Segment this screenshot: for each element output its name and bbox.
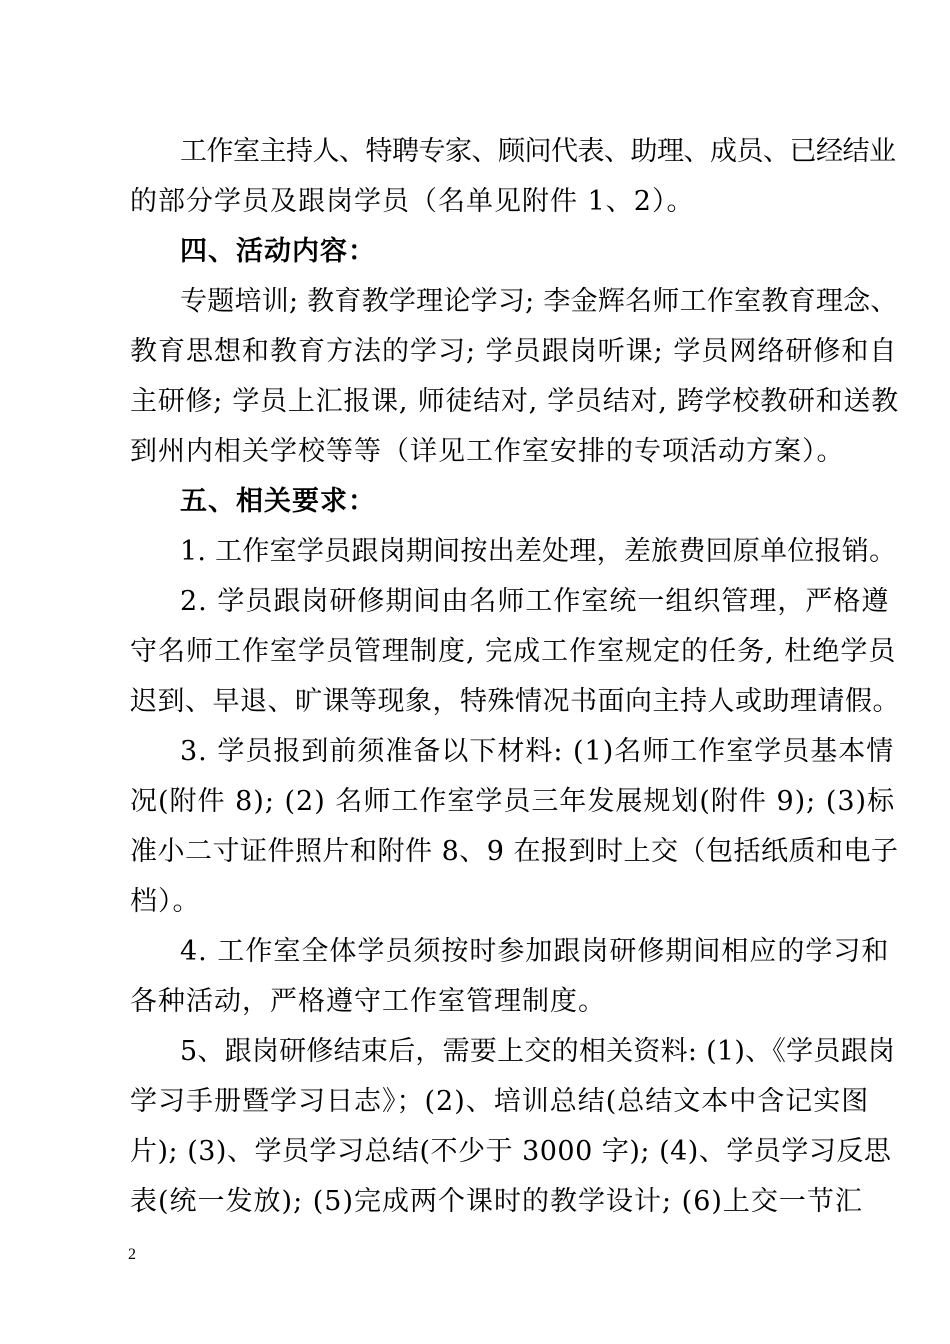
paragraph-line-6: 到州内相关学校等等（详见工作室安排的专项活动方案）。 [130,436,845,467]
requirement-3-line-1: 3. 学员报到前须准备以下材料: (1)名师工作室学员基本情 [180,736,895,767]
paragraph-line-3: 专题培训; 教育教学理论学习; 李金辉名师工作室教育理念、 [180,286,898,317]
requirement-5-line-2: 学习手册暨学习日志》；(2)、培训总结(总结文本中含记实图 [130,1086,870,1117]
requirement-5-line-4: 表(统一发放); (5)完成两个课时的教学设计; (6)上交一节汇 [130,1186,863,1217]
requirement-2-line-2: 守名师工作室学员管理制度, 完成工作室规定的任务, 杜绝学员 [130,636,897,667]
page-number: 2 [128,1246,136,1263]
section-heading-requirements: 五、相关要求： [180,486,376,517]
section-heading-activities: 四、活动内容： [180,236,376,267]
paragraph-line-1: 工作室主持人、特聘专家、顾问代表、助理、成员、已经结业 [180,136,896,167]
requirement-4-line-2: 各种活动，严格遵守工作室管理制度。 [130,986,606,1017]
requirement-3-line-3: 准小二寸证件照片和附件 8、9 在报到时上交（包括纸质和电子 [130,836,899,867]
paragraph-line-4: 教育思想和教育方法的学习; 学员跟岗听课; 学员网络研修和自 [130,336,898,367]
paragraph-line-5: 主研修; 学员上汇报课, 师徒结对, 学员结对, 跨学校教研和送教 [130,386,899,417]
requirement-1: 1. 工作室学员跟岗期间按出差处理，差旅费回原单位报销。 [180,536,897,567]
requirement-2-line-1: 2. 学员跟岗研修期间由名师工作室统一组织管理，严格遵 [180,586,890,617]
requirement-2-line-3: 迟到、早退、旷课等现象，特殊情况书面向主持人或助理请假。 [130,686,900,717]
paragraph-line-2: 的部分学员及跟岗学员（名单见附件 1、2）。 [130,186,695,217]
requirement-5-line-1: 5、跟岗研修结束后，需要上交的相关资料: (1)、《学员跟岗 [180,1036,896,1067]
requirement-5-line-3: 片); (3)、学员学习总结(不少于 3000 字); (4)、学员学习反思 [130,1136,892,1167]
requirement-3-line-2: 况(附件 8); (2) 名师工作室学员三年发展规划(附件 9); (3)标 [130,786,896,817]
requirement-3-line-4: 档）。 [130,886,201,917]
requirement-4-line-1: 4. 工作室全体学员须按时参加跟岗研修期间相应的学习和 [180,936,890,967]
